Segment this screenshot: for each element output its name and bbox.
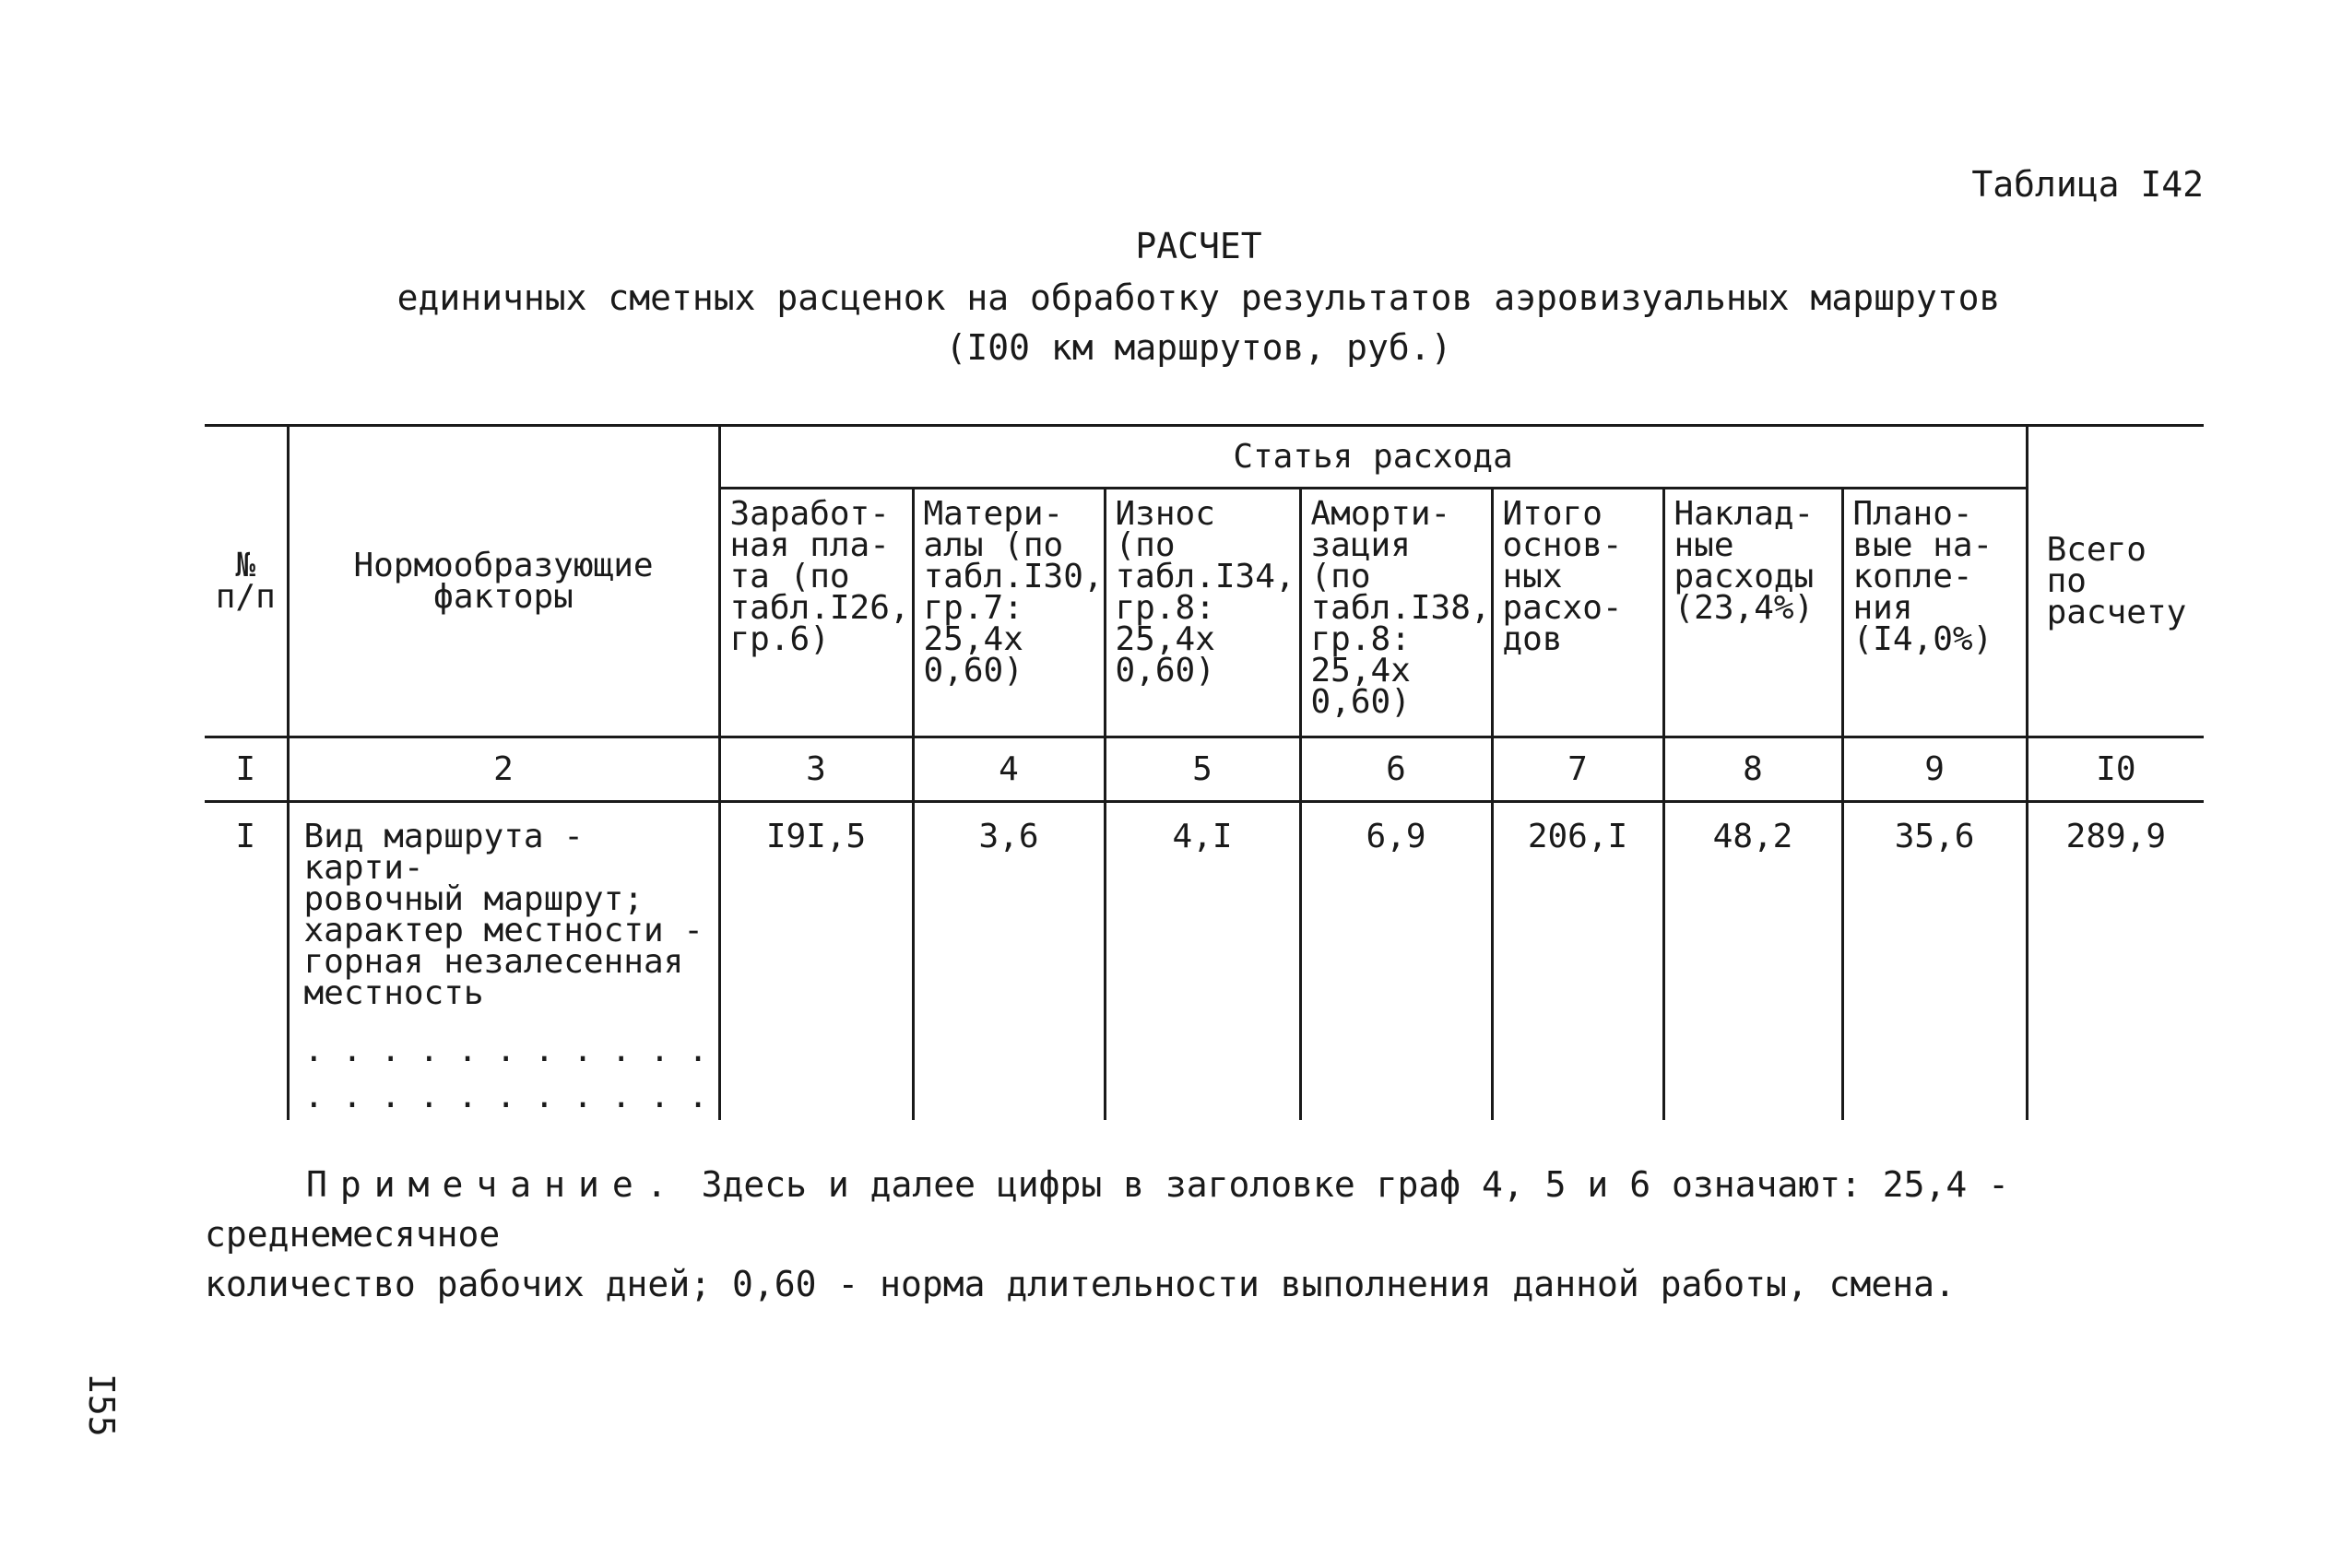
header-col-basic-total: Итого основ- ных расхо- дов — [1492, 489, 1663, 737]
table-row — [205, 802, 2204, 1121]
value-wear: 4,I — [1105, 802, 1300, 1121]
document-title: РАСЧЕТ — [1135, 226, 1262, 266]
value-savings: 35,6 — [1842, 802, 2027, 1121]
document-subtitle: единичных сметных расценок на обработку результатов аэровизуальных маршрутов — [396, 277, 2001, 318]
header-row-group — [205, 426, 2204, 489]
index-cell: I0 — [2027, 737, 2204, 802]
index-cell: 3 — [719, 737, 913, 802]
value-wages: I9I,5 — [719, 802, 913, 1121]
header-col-wear: Износ (по табл.I34, гр.8: 25,4x 0,60) — [1105, 489, 1300, 737]
header-col-factors: Нормообразующие факторы — [288, 426, 719, 737]
index-cell: 2 — [288, 737, 719, 802]
header-col-overhead: Наклад- ные расходы (23,4%) — [1663, 489, 1842, 737]
footnote — [205, 1160, 2196, 1309]
header-col-total: Всего по расчету — [2027, 426, 2204, 737]
row-description — [288, 802, 727, 1121]
value-depreciation: 6,9 — [1300, 802, 1492, 1121]
index-cell: 4 — [913, 737, 1105, 802]
note-label: Примечание. — [306, 1164, 680, 1205]
index-cell: 8 — [1663, 737, 1842, 802]
header-col-no: № п/п — [205, 426, 288, 737]
value-overhead: 48,2 — [1663, 802, 1842, 1121]
index-cell: I — [205, 737, 288, 802]
index-cell: 7 — [1492, 737, 1663, 802]
index-cell: 9 — [1842, 737, 2027, 802]
header-col-depreciation: Аморти- зация (по табл.I38, гр.8: 25,4x 0,60) — [1300, 489, 1492, 737]
index-cell: 5 — [1105, 737, 1300, 802]
calculation-table — [205, 424, 2204, 1120]
header-col-materials: Матери- алы (по табл.I30, гр.7: 25,4x 0,60) — [913, 489, 1105, 737]
value-materials: 3,6 — [913, 802, 1105, 1121]
header-col-savings: Плано- вые на- копле- ния (I4,0%) — [1842, 489, 2027, 737]
document-unit-note: (I00 км маршрутов, руб.) — [945, 327, 1452, 368]
row-number: I — [205, 802, 288, 1121]
note-line1: Здесь и далее цифры в заголовке граф 4, 5 и 6 означают: 25,4 - среднемесячное — [205, 1164, 2009, 1255]
column-index-row — [205, 737, 2204, 802]
header-expense-group: Статья расхода — [719, 426, 2027, 489]
page-number: I55 — [81, 1373, 122, 1437]
description-text: Вид маршрута - карти- ровочный маршрут; характер местности - горная незалесенная местность — [303, 818, 704, 1012]
index-cell: 6 — [1300, 737, 1492, 802]
table-caption: Таблица I42 — [1971, 164, 2204, 205]
value-basic-total: 206,I — [1492, 802, 1663, 1121]
note-line2: количество рабочих дней; 0,60 - норма длительности выполнения данной работы, смена. — [205, 1264, 1956, 1304]
dotted-leader: ........... — [303, 1078, 727, 1115]
header-col-wages: Заработ- ная пла- та (по табл.I26, гр.6) — [719, 489, 913, 737]
dotted-leader: ........... — [303, 1032, 727, 1069]
value-total: 289,9 — [2027, 802, 2204, 1121]
